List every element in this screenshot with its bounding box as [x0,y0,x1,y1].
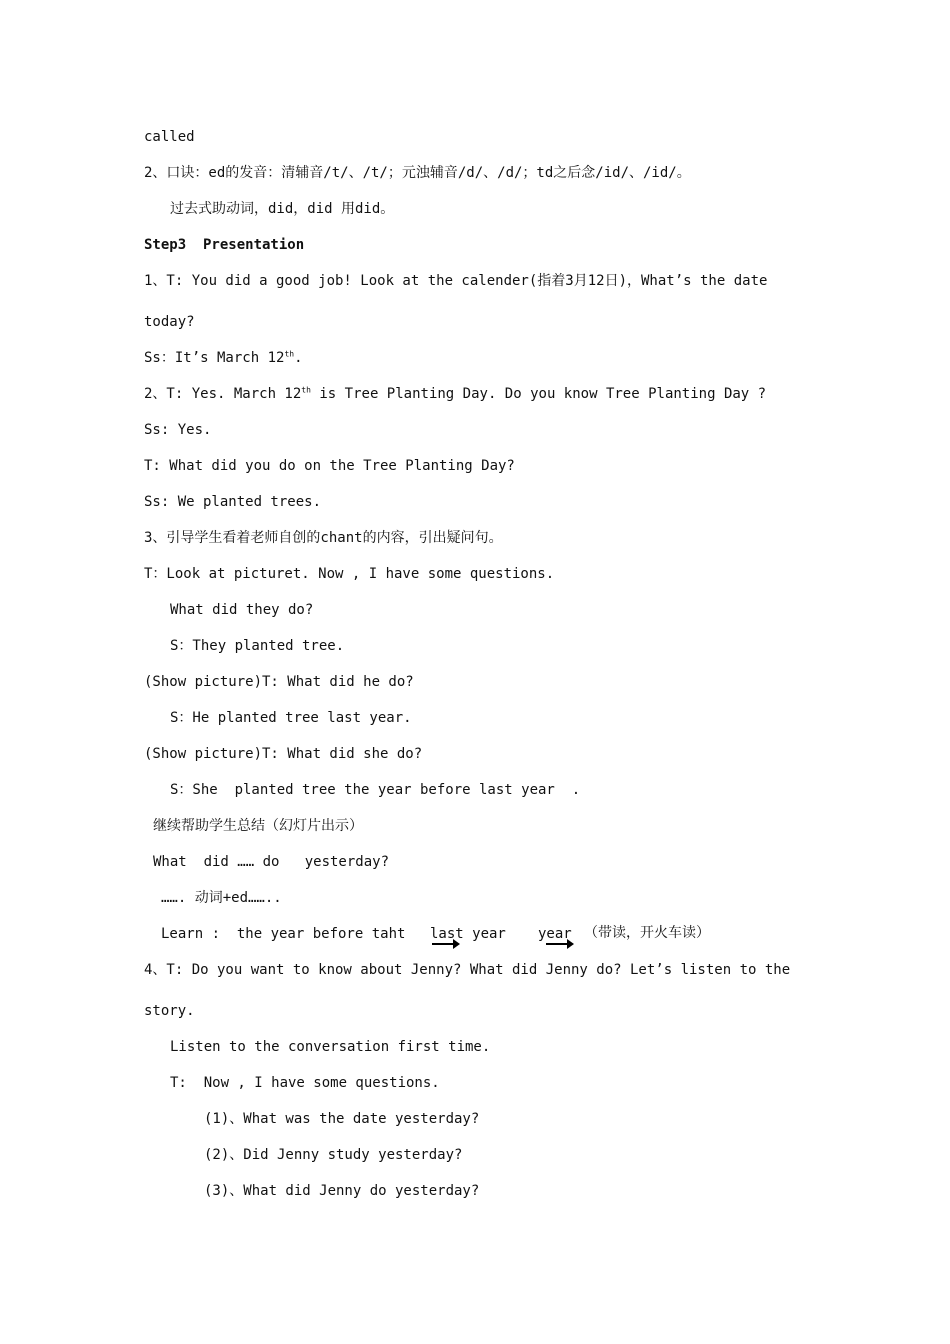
text-line: 继续帮助学生总结（幻灯片出示） [153,818,363,834]
text-line: 4、T: Do you want to know about Jenny? What did Jenny do? Let’s listen to the [144,962,791,978]
section-heading: Step3 Presentation [144,237,305,253]
text-line: (Show picture)T: What did she do? [144,746,423,762]
text-line: (Show picture)T: What did he do? [144,674,414,690]
text-line: T：Look at picturet. Now , I have some questions. [144,566,555,582]
text-line: S：He planted tree last year. [170,710,412,726]
superscript: th [284,349,295,359]
list-item: (2)、Did Jenny study yesterday? [204,1147,463,1163]
text-line: Ss: Yes. [144,422,212,438]
text-line: today? [144,314,195,330]
text-line: T: Now , I have some questions. [170,1075,440,1091]
text-line: 1、T: You did a good job! Look at the calender(指着3月12日)，What’s the date [144,273,768,289]
text-segment: is Tree Planting Day. Do you know Tree Planting Day ? [310,386,767,402]
text-line [144,385,766,403]
text-line: last year [430,926,506,942]
list-item: (1)、What was the date yesterday? [204,1111,480,1127]
text-line: called [144,129,195,145]
text-line: T: What did you do on the Tree Planting Day? [144,458,515,474]
text-line: （带读，开火车读） [584,925,710,941]
text-line: 2、口诀：ed的发音：清辅音/t/、/t/；元浊辅音/d/、/d/；td之后念/id/、/id/。 [144,165,691,181]
text-segment: 2、T: Yes. March 12 [144,386,302,402]
text-line: year [538,926,572,942]
superscript: th [301,385,311,395]
text-line: 3、引导学生看着老师自创的chant的内容，引出疑问句。 [144,530,503,546]
text-line [144,349,303,367]
text-line: Listen to the conversation first time. [170,1039,491,1055]
text-line: Learn : the year before taht [161,926,406,942]
text-line: Ss: We planted trees. [144,494,322,510]
text-line: S：They planted tree. [170,638,345,654]
text-line: story. [144,1003,195,1019]
text-segment: Ss：It’s March 12 [144,350,285,366]
arrow-right-icon [546,943,568,945]
text-segment: . [294,350,303,366]
text-line: ……. 动词+ed…….. [161,890,282,906]
text-line: What did they do? [170,602,314,618]
text-line: S：She planted tree the year before last year . [170,782,581,798]
list-item: (3)、What did Jenny do yesterday? [204,1183,480,1199]
text-line: What did …… do yesterday? [153,854,390,870]
arrow-right-icon [432,943,454,945]
text-line: 过去式助动词，did，did 用did。 [170,201,395,217]
